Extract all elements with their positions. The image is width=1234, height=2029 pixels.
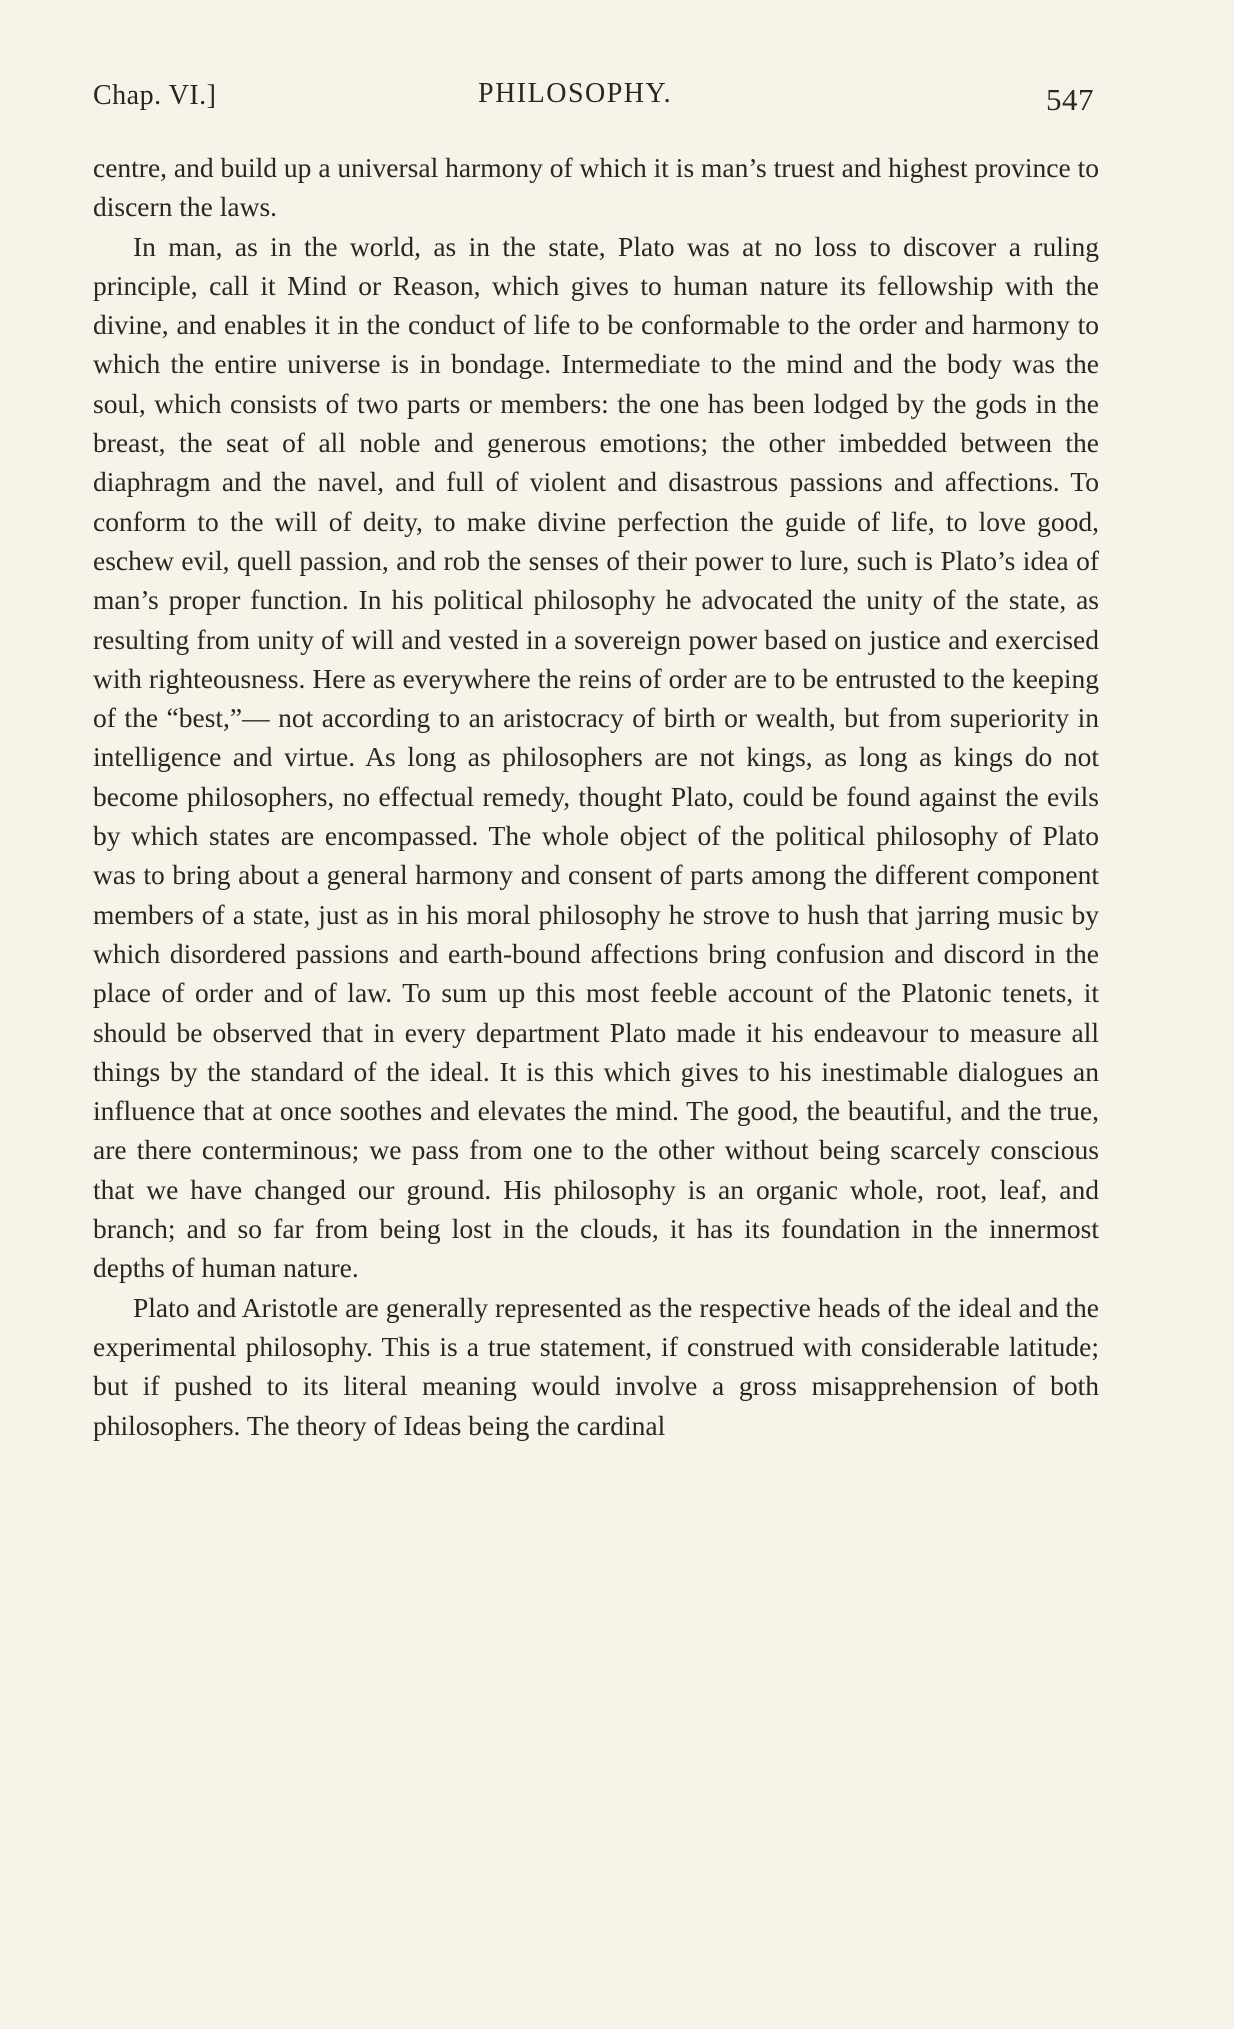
running-header: [93, 78, 1094, 118]
body-text: [93, 148, 1099, 1445]
paragraph-2: In man, as in the world, as in the state, Plato was at no loss to discover a ruling principle, call it Mind or Reason, which gives to human nature its fellowship with the divine, and enables it in the conduct of life to be conformable to the order and harmony to which the entire universe is in bondage. Intermediate to the mind and the body was the soul, which consists of two parts or members: the one has been lodged by the gods in the breast, the seat of all noble and generous emotions; the other imbedded between the diaphragm and the navel, and full of violent and disastrous passions and affections. To conform to the will of deity, to make divine perfection the guide of life, to love good, eschew evil, quell passion, and rob the senses of their power to lure, such is Plato’s idea of man’s proper function. In his political philosophy he advocated the unity of the state, as resulting from unity of will and vested in a sovereign power based on justice and exercised with righteousness. Here as everywhere the reins of order are to be entrusted to the keeping of the “best,”— not according to an aristocracy of birth or wealth, but from superiority in intelligence and virtue. As long as philosophers are not kings, as long as kings do not become philosophers, no effectual remedy, thought Plato, could be found against the evils by which states are encompassed. The whole object of the political philosophy of Plato was to bring about a general harmony and consent of parts among the different component members of a state, just as in his moral philosophy he strove to hush that jarring music by which disordered passions and earth-bound affections bring confusion and discord in the place of order and of law. To sum up this most feeble account of the Platonic tenets, it should be observed that in every department Plato made it his endeavour to measure all things by the standard of the ideal. It is this which gives to his inestimable dialogues an influence that at once soothes and elevates the mind. The good, the beautiful, and the true, are there conterminous; we pass from one to the other without being scarcely conscious that we have changed our ground. His philosophy is an organic whole, root, leaf, and branch; and so far from being lost in the clouds, it has its foundation in the innermost depths of human nature.: [93, 230, 1099, 1284]
paragraph-3: Plato and Aristotle are generally represented as the respective heads of the ideal and the experimental philosophy. This is a true statement, if construed with considerable latitude; but if pushed to its literal meaning would involve a gross misapprehension of both philosophers. The theory of Ideas being the cardinal: [93, 1291, 1099, 1441]
paragraph-1: centre, and build up a universal harmony of which it is man’s truest and highest province to discern the laws.: [93, 152, 1099, 223]
page-number: 547: [1046, 82, 1094, 117]
chapter-label: Chap. VI.]: [93, 80, 217, 111]
running-title: PHILOSOPHY.: [478, 78, 673, 109]
